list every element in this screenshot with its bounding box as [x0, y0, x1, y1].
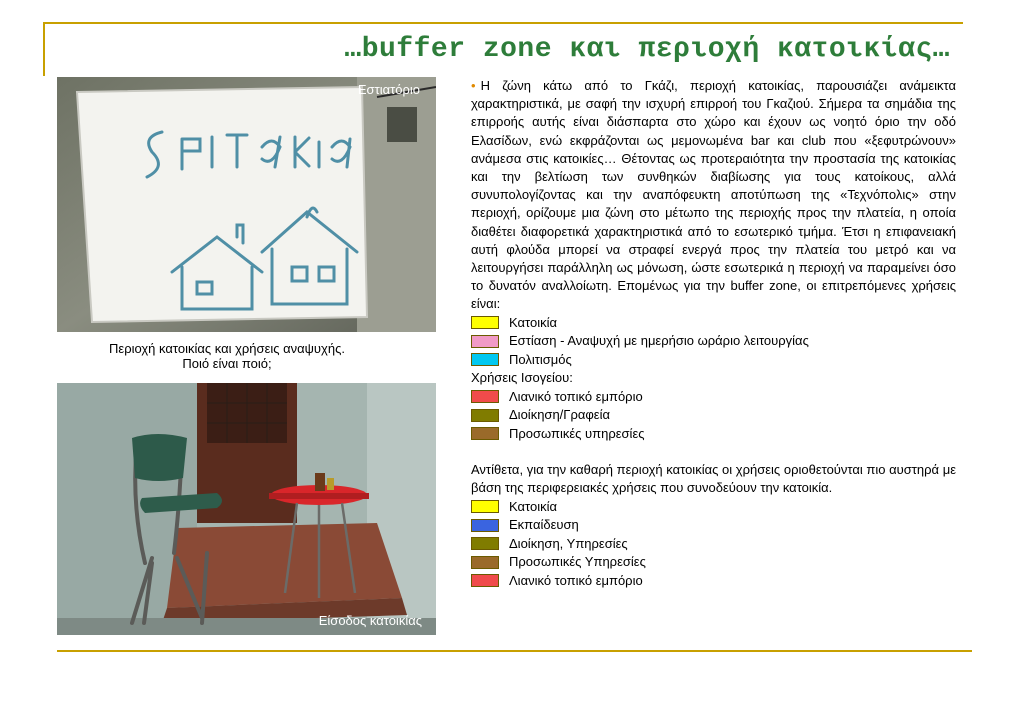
color-swatch — [471, 537, 499, 550]
legend-label: Διοίκηση, Υπηρεσίες — [509, 535, 628, 551]
legend-item — [471, 332, 956, 351]
house-entrance-photo — [57, 383, 436, 635]
photo-caption — [57, 341, 397, 371]
legend-label: Πολιτισμός — [509, 351, 572, 367]
restaurant-label: Εστιατόριο — [357, 82, 420, 97]
text-column — [471, 77, 956, 590]
caption-line-1: Περιοχή κατοικίας και χρήσεις αναψυχής. — [109, 341, 345, 356]
legend-item — [471, 314, 956, 333]
legend-item — [471, 406, 956, 425]
color-swatch — [471, 556, 499, 569]
house-entrance-label: Είσοδος κατοικίας — [318, 613, 422, 628]
page-title: …buffer zone και περιοχή κατοικίας… — [344, 34, 950, 65]
color-swatch — [471, 316, 499, 329]
legend-label: Λιανικό τοπικό εμπόριο — [509, 388, 643, 404]
color-swatch — [471, 409, 499, 422]
spacer — [471, 443, 956, 461]
legend-label: Λιανικό τοπικό εμπόριο — [509, 572, 643, 588]
second-paragraph: Αντίθετα, για την καθαρή περιοχή κατοικίας οι χρήσεις οριοθετούνται πιο αυστηρά με βάση της περιφερειακές χρήσεις που συνοδεύουν την κατοικία. — [471, 462, 956, 496]
restaurant-sign-photo — [57, 77, 436, 332]
legend-item — [471, 572, 956, 591]
legend-label: Κατοικία — [509, 314, 558, 330]
legend-label: Προσωπικές υπηρεσίες — [509, 425, 645, 441]
legend-buffer-zone — [471, 314, 956, 370]
color-swatch — [471, 390, 499, 403]
legend-label: Διοίκηση/Γραφεία — [509, 407, 610, 423]
ground-floor-heading: Χρήσεις Ισογείου: — [471, 370, 573, 386]
top-rule — [43, 22, 963, 24]
legend-label: Εκπαίδευση — [509, 517, 579, 533]
legend-label: Εστίαση - Αναψυχή με ημερήσιο ωράριο λειτουργίας — [509, 333, 809, 349]
legend-item — [471, 351, 956, 370]
color-swatch — [471, 335, 499, 348]
legend-item — [471, 388, 956, 407]
intro-paragraph — [471, 77, 956, 314]
legend-item — [471, 425, 956, 444]
legend-item — [471, 535, 956, 554]
bullet-icon: • — [471, 78, 476, 93]
legend-ground-floor — [471, 388, 956, 444]
left-rule — [43, 22, 45, 76]
caption-line-2: Ποιό είναι ποιό; — [182, 356, 272, 371]
intro-paragraph-text: Η ζώνη κάτω από το Γκάζι, περιοχή κατοικίας, παρουσιάζει ανάμεικτα χαρακτηριστικά, με σαφή την ισχυρή επιρροή του Γκαζιού. Σήμερα τα σημάδια της επιρροής αυτής είναι διάσπαρτα στο χώρο και έχουν ως νοητό όριο την οδό Ελασίδων, ενώ εκφράζονται ως μεμονωμένα bar και club που «ξεφυτρώνουν» ανάμεσα στις κατοικίες… Θέτοντας ως προτεραιότητα την προστασία της κατοικίας και την βελτίωση των συνθηκών διαβίωσης για τους κατοίκους, αλλά συνυπολογίζοντας και την αναπόφευκτη αποτύπωση της «Τεχνόπολις» στην περιοχή, ορίζουμε μια ζώνη στο μέτωπο της περιοχής προς την πλατεία, η οποία διαθέτει διαφορετικά χαρακτηριστικά από το εσωτερικό τμήμα. Έτσι η επιφανειακή αυτή φλούδα μπορεί να στραφεί ενεργά προς την πλατεία του μετρό και να λειτουργήσει παράλληλη ως μόνωση, ώστε εσωτερικά η περιοχή να παραμείνει όσο το δυνατόν αναλλοίωτη. Επομένως για την buffer zone, οι επιτρεπόμενες χρήσεις είναι: — [471, 78, 956, 312]
color-swatch — [471, 519, 499, 532]
color-swatch — [471, 500, 499, 513]
legend-residential — [471, 498, 956, 591]
color-swatch — [471, 427, 499, 440]
bottom-rule — [57, 650, 972, 652]
legend-item — [471, 498, 956, 517]
legend-item — [471, 553, 956, 572]
color-swatch — [471, 353, 499, 366]
legend-label: Προσωπικές Υπηρεσίες — [509, 554, 646, 570]
legend-item — [471, 516, 956, 535]
color-swatch — [471, 574, 499, 587]
legend-label: Κατοικία — [509, 498, 558, 514]
